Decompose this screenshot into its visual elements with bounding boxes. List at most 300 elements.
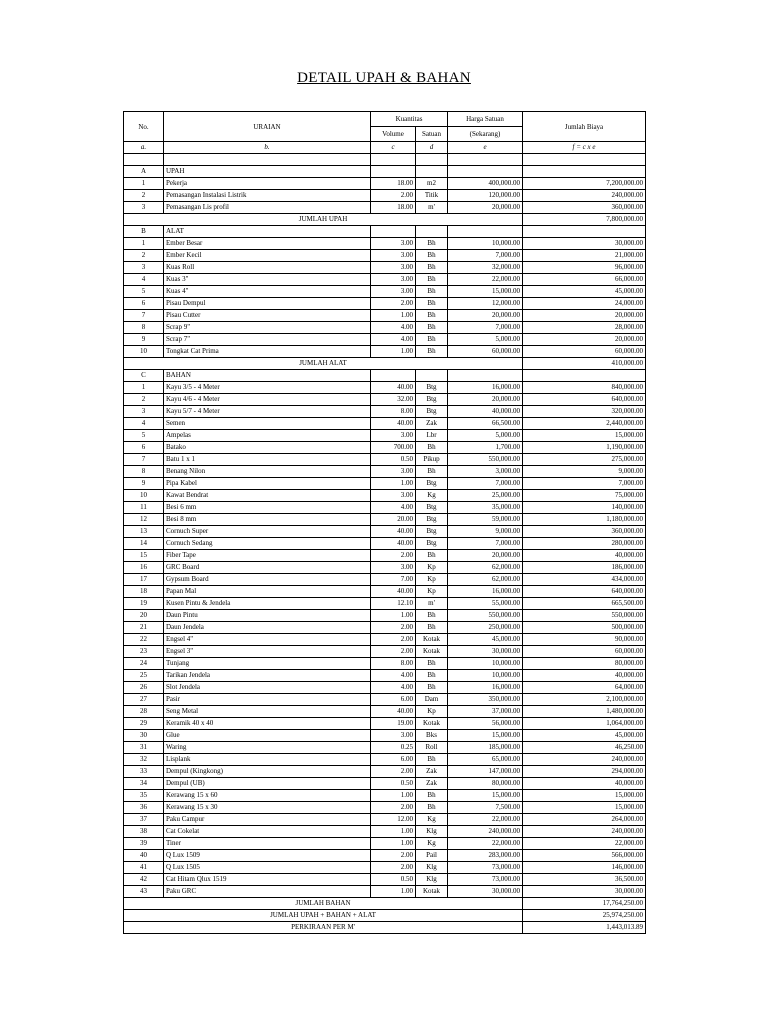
item-no: 4 bbox=[124, 274, 164, 286]
item-volume: 2.00 bbox=[371, 550, 416, 562]
table-row bbox=[124, 274, 646, 286]
item-no: 10 bbox=[124, 346, 164, 358]
item-no: 31 bbox=[124, 742, 164, 754]
table-row bbox=[124, 850, 646, 862]
item-jumlah: 15,000.00 bbox=[523, 430, 646, 442]
item-name: Keramik 40 x 40 bbox=[164, 718, 371, 730]
item-jumlah: 40,000.00 bbox=[523, 670, 646, 682]
item-name: Kuas 3" bbox=[164, 274, 371, 286]
item-jumlah: 24,000.00 bbox=[523, 298, 646, 310]
item-name: Daun Jendela bbox=[164, 622, 371, 634]
section-header-row bbox=[124, 166, 646, 178]
item-satuan: Bh bbox=[416, 274, 448, 286]
table-row bbox=[124, 814, 646, 826]
item-no: 3 bbox=[124, 262, 164, 274]
header-no: No. bbox=[124, 112, 164, 142]
item-no: 3 bbox=[124, 406, 164, 418]
item-no: 12 bbox=[124, 514, 164, 526]
item-satuan: Titik bbox=[416, 190, 448, 202]
item-no: 15 bbox=[124, 550, 164, 562]
item-name: Seng Metal bbox=[164, 706, 371, 718]
item-volume: 3.00 bbox=[371, 730, 416, 742]
item-satuan: Bh bbox=[416, 610, 448, 622]
item-jumlah: 28,000.00 bbox=[523, 322, 646, 334]
item-volume: 3.00 bbox=[371, 490, 416, 502]
item-name: Besi 8 mm bbox=[164, 514, 371, 526]
item-no: 21 bbox=[124, 622, 164, 634]
item-name: Tongkat Cat Prima bbox=[164, 346, 371, 358]
table-row bbox=[124, 634, 646, 646]
item-satuan: Bh bbox=[416, 250, 448, 262]
item-no: 1 bbox=[124, 238, 164, 250]
section-total-row bbox=[124, 214, 646, 226]
table-row bbox=[124, 430, 646, 442]
item-satuan: Pikup bbox=[416, 454, 448, 466]
item-satuan: Bh bbox=[416, 790, 448, 802]
item-no: 5 bbox=[124, 286, 164, 298]
table-row bbox=[124, 766, 646, 778]
item-no: 14 bbox=[124, 538, 164, 550]
item-harga: 550,000.00 bbox=[448, 610, 523, 622]
item-satuan: Kotak bbox=[416, 634, 448, 646]
item-harga: 22,000.00 bbox=[448, 838, 523, 850]
item-no: 8 bbox=[124, 322, 164, 334]
item-harga: 15,000.00 bbox=[448, 730, 523, 742]
item-satuan: Kp bbox=[416, 574, 448, 586]
item-jumlah: 500,000.00 bbox=[523, 622, 646, 634]
item-jumlah: 1,180,000.00 bbox=[523, 514, 646, 526]
item-name: Waring bbox=[164, 742, 371, 754]
item-volume: 40.00 bbox=[371, 418, 416, 430]
item-jumlah: 2,100,000.00 bbox=[523, 694, 646, 706]
item-volume: 2.00 bbox=[371, 298, 416, 310]
item-jumlah: 40,000.00 bbox=[523, 778, 646, 790]
item-volume: 1.00 bbox=[371, 478, 416, 490]
item-jumlah: 240,000.00 bbox=[523, 754, 646, 766]
item-harga: 9,000.00 bbox=[448, 526, 523, 538]
item-satuan: Bh bbox=[416, 622, 448, 634]
section-total-value: 17,764,250.00 bbox=[523, 898, 646, 910]
item-jumlah: 566,000.00 bbox=[523, 850, 646, 862]
item-jumlah: 21,000.00 bbox=[523, 250, 646, 262]
item-name: Fiber Tape bbox=[164, 550, 371, 562]
header-sekarang: (Sekarang) bbox=[448, 127, 523, 142]
item-jumlah: 9,000.00 bbox=[523, 466, 646, 478]
item-volume: 2.00 bbox=[371, 646, 416, 658]
item-no: 5 bbox=[124, 430, 164, 442]
item-name: Ember Besar bbox=[164, 238, 371, 250]
table-row bbox=[124, 466, 646, 478]
table-row bbox=[124, 286, 646, 298]
item-jumlah: 30,000.00 bbox=[523, 238, 646, 250]
item-no: 7 bbox=[124, 454, 164, 466]
item-harga: 20,000.00 bbox=[448, 202, 523, 214]
item-no: 2 bbox=[124, 190, 164, 202]
item-satuan: Kp bbox=[416, 586, 448, 598]
section-letter: B bbox=[124, 226, 164, 238]
table-row bbox=[124, 838, 646, 850]
item-jumlah: 7,000.00 bbox=[523, 478, 646, 490]
section-total-label: JUMLAH UPAH bbox=[124, 214, 523, 226]
item-jumlah: 45,000.00 bbox=[523, 730, 646, 742]
section-letter: C bbox=[124, 370, 164, 382]
item-jumlah: 20,000.00 bbox=[523, 334, 646, 346]
item-volume: 19.00 bbox=[371, 718, 416, 730]
spacer-row bbox=[124, 154, 646, 166]
header-kuantitas: Kuantitas bbox=[371, 112, 448, 127]
table-row bbox=[124, 862, 646, 874]
item-volume: 0.50 bbox=[371, 454, 416, 466]
item-satuan: Zak bbox=[416, 766, 448, 778]
item-jumlah: 60,000.00 bbox=[523, 646, 646, 658]
item-volume: 32.00 bbox=[371, 394, 416, 406]
item-harga: 7,000.00 bbox=[448, 538, 523, 550]
item-volume: 7.00 bbox=[371, 574, 416, 586]
item-jumlah: 640,000.00 bbox=[523, 586, 646, 598]
item-harga: 5,000.00 bbox=[448, 334, 523, 346]
item-satuan: Bh bbox=[416, 298, 448, 310]
item-harga: 20,000.00 bbox=[448, 550, 523, 562]
table-row bbox=[124, 418, 646, 430]
item-volume: 40.00 bbox=[371, 706, 416, 718]
item-harga: 240,000.00 bbox=[448, 826, 523, 838]
item-name: Ember Kecil bbox=[164, 250, 371, 262]
item-volume: 4.00 bbox=[371, 334, 416, 346]
item-satuan: Kg bbox=[416, 838, 448, 850]
item-volume: 4.00 bbox=[371, 682, 416, 694]
empty-cell bbox=[523, 226, 646, 238]
table-row bbox=[124, 886, 646, 898]
section-name: BAHAN bbox=[164, 370, 371, 382]
section-name: UPAH bbox=[164, 166, 371, 178]
per-m2-value: 1,443,013.89 bbox=[523, 922, 646, 934]
item-name: Kayu 5/7 - 4 Meter bbox=[164, 406, 371, 418]
item-no: 20 bbox=[124, 610, 164, 622]
item-harga: 10,000.00 bbox=[448, 670, 523, 682]
item-no: 11 bbox=[124, 502, 164, 514]
item-harga: 65,000.00 bbox=[448, 754, 523, 766]
item-satuan: Kg bbox=[416, 490, 448, 502]
item-jumlah: 2,440,000.00 bbox=[523, 418, 646, 430]
item-satuan: m' bbox=[416, 598, 448, 610]
empty-cell bbox=[371, 226, 416, 238]
section-header-row bbox=[124, 226, 646, 238]
item-harga: 120,000.00 bbox=[448, 190, 523, 202]
item-satuan: Kp bbox=[416, 562, 448, 574]
item-volume: 1.00 bbox=[371, 610, 416, 622]
item-name: Paku GRC bbox=[164, 886, 371, 898]
table-row bbox=[124, 550, 646, 562]
item-volume: 4.00 bbox=[371, 502, 416, 514]
item-harga: 60,000.00 bbox=[448, 346, 523, 358]
item-jumlah: 64,000.00 bbox=[523, 682, 646, 694]
item-satuan: Pail bbox=[416, 850, 448, 862]
item-name: Pisau Dempul bbox=[164, 298, 371, 310]
item-no: 17 bbox=[124, 574, 164, 586]
item-volume: 2.00 bbox=[371, 862, 416, 874]
item-harga: 10,000.00 bbox=[448, 658, 523, 670]
item-satuan: Kotak bbox=[416, 886, 448, 898]
item-jumlah: 146,000.00 bbox=[523, 862, 646, 874]
item-volume: 12.00 bbox=[371, 814, 416, 826]
item-jumlah: 320,000.00 bbox=[523, 406, 646, 418]
item-volume: 2.00 bbox=[371, 190, 416, 202]
table-row bbox=[124, 874, 646, 886]
item-no: 43 bbox=[124, 886, 164, 898]
item-jumlah: 294,000.00 bbox=[523, 766, 646, 778]
item-satuan: Bh bbox=[416, 550, 448, 562]
document-title-text: DETAIL UPAH & BAHAN bbox=[297, 70, 471, 86]
item-volume: 20.00 bbox=[371, 514, 416, 526]
item-no: 26 bbox=[124, 682, 164, 694]
item-satuan: Bh bbox=[416, 754, 448, 766]
item-no: 8 bbox=[124, 466, 164, 478]
item-volume: 40.00 bbox=[371, 586, 416, 598]
empty-cell bbox=[416, 166, 448, 178]
item-name: Slot Jendela bbox=[164, 682, 371, 694]
item-harga: 20,000.00 bbox=[448, 310, 523, 322]
item-satuan: m2 bbox=[416, 178, 448, 190]
item-satuan: Kotak bbox=[416, 718, 448, 730]
item-no: 2 bbox=[124, 394, 164, 406]
item-jumlah: 15,000.00 bbox=[523, 802, 646, 814]
item-jumlah: 1,480,000.00 bbox=[523, 706, 646, 718]
item-name: Lisplank bbox=[164, 754, 371, 766]
table-row bbox=[124, 790, 646, 802]
table-row bbox=[124, 262, 646, 274]
item-volume: 700.00 bbox=[371, 442, 416, 454]
item-volume: 1.00 bbox=[371, 838, 416, 850]
item-harga: 10,000.00 bbox=[448, 238, 523, 250]
grand-total-value: 25,974,250.00 bbox=[523, 910, 646, 922]
empty-cell bbox=[523, 370, 646, 382]
cost-table bbox=[123, 111, 646, 934]
item-no: 1 bbox=[124, 382, 164, 394]
item-name: Pasir bbox=[164, 694, 371, 706]
item-harga: 550,000.00 bbox=[448, 454, 523, 466]
item-volume: 3.00 bbox=[371, 238, 416, 250]
table-row bbox=[124, 190, 646, 202]
header-uraian: URAIAN bbox=[164, 112, 371, 142]
item-satuan: Klg bbox=[416, 874, 448, 886]
item-volume: 3.00 bbox=[371, 286, 416, 298]
item-satuan: Lbr bbox=[416, 430, 448, 442]
table-row bbox=[124, 346, 646, 358]
item-jumlah: 36,500.00 bbox=[523, 874, 646, 886]
section-total-value: 7,800,000.00 bbox=[523, 214, 646, 226]
item-volume: 1.00 bbox=[371, 310, 416, 322]
grand-total-row bbox=[124, 910, 646, 922]
item-name: Kawat Bendrat bbox=[164, 490, 371, 502]
item-harga: 56,000.00 bbox=[448, 718, 523, 730]
item-harga: 59,000.00 bbox=[448, 514, 523, 526]
item-harga: 350,000.00 bbox=[448, 694, 523, 706]
item-volume: 2.00 bbox=[371, 622, 416, 634]
table-row bbox=[124, 742, 646, 754]
item-name: Kuas 4" bbox=[164, 286, 371, 298]
header-satuan: Satuan bbox=[416, 127, 448, 142]
item-jumlah: 60,000.00 bbox=[523, 346, 646, 358]
item-volume: 3.00 bbox=[371, 430, 416, 442]
item-no: 9 bbox=[124, 478, 164, 490]
item-harga: 16,000.00 bbox=[448, 382, 523, 394]
item-harga: 55,000.00 bbox=[448, 598, 523, 610]
item-no: 13 bbox=[124, 526, 164, 538]
table-row bbox=[124, 694, 646, 706]
item-name: Daun Pintu bbox=[164, 610, 371, 622]
table-row bbox=[124, 298, 646, 310]
item-harga: 147,000.00 bbox=[448, 766, 523, 778]
empty-cell bbox=[371, 166, 416, 178]
item-satuan: Bh bbox=[416, 466, 448, 478]
item-jumlah: 45,000.00 bbox=[523, 286, 646, 298]
item-name: Q Lux 1505 bbox=[164, 862, 371, 874]
table-row bbox=[124, 646, 646, 658]
item-jumlah: 360,000.00 bbox=[523, 526, 646, 538]
header-harga-satuan: Harga Satuan bbox=[448, 112, 523, 127]
item-jumlah: 240,000.00 bbox=[523, 190, 646, 202]
item-harga: 12,000.00 bbox=[448, 298, 523, 310]
item-volume: 3.00 bbox=[371, 262, 416, 274]
item-satuan: Btg bbox=[416, 538, 448, 550]
item-harga: 7,500.00 bbox=[448, 802, 523, 814]
item-harga: 22,000.00 bbox=[448, 274, 523, 286]
item-satuan: Bks bbox=[416, 730, 448, 742]
table-row bbox=[124, 478, 646, 490]
item-harga: 1,700.00 bbox=[448, 442, 523, 454]
item-volume: 1.00 bbox=[371, 790, 416, 802]
table-row bbox=[124, 454, 646, 466]
item-no: 6 bbox=[124, 442, 164, 454]
item-jumlah: 66,000.00 bbox=[523, 274, 646, 286]
item-harga: 15,000.00 bbox=[448, 286, 523, 298]
item-no: 1 bbox=[124, 178, 164, 190]
header-col-e: e bbox=[448, 142, 523, 154]
item-jumlah: 46,250.00 bbox=[523, 742, 646, 754]
empty-cell bbox=[523, 166, 646, 178]
item-volume: 18.00 bbox=[371, 178, 416, 190]
item-harga: 20,000.00 bbox=[448, 394, 523, 406]
empty-cell bbox=[448, 370, 523, 382]
item-no: 42 bbox=[124, 874, 164, 886]
item-satuan: Btg bbox=[416, 382, 448, 394]
item-satuan: m' bbox=[416, 202, 448, 214]
item-name: Kuas Roll bbox=[164, 262, 371, 274]
item-volume: 2.00 bbox=[371, 802, 416, 814]
item-name: Besi 6 mm bbox=[164, 502, 371, 514]
per-m2-label: PERKIRAAN PER M' bbox=[124, 922, 523, 934]
table-row bbox=[124, 322, 646, 334]
table-row bbox=[124, 442, 646, 454]
item-volume: 8.00 bbox=[371, 658, 416, 670]
item-satuan: Klg bbox=[416, 862, 448, 874]
item-volume: 3.00 bbox=[371, 562, 416, 574]
item-volume: 3.00 bbox=[371, 250, 416, 262]
table-row bbox=[124, 598, 646, 610]
item-no: 7 bbox=[124, 310, 164, 322]
item-harga: 250,000.00 bbox=[448, 622, 523, 634]
item-name: Pekerja bbox=[164, 178, 371, 190]
item-name: Cat Hitam Qlux 1519 bbox=[164, 874, 371, 886]
table-row bbox=[124, 178, 646, 190]
item-satuan: Btg bbox=[416, 406, 448, 418]
item-harga: 73,000.00 bbox=[448, 862, 523, 874]
item-volume: 12.10 bbox=[371, 598, 416, 610]
empty-cell bbox=[371, 370, 416, 382]
header-col-a: a. bbox=[124, 142, 164, 154]
table-row bbox=[124, 514, 646, 526]
item-harga: 3,000.00 bbox=[448, 466, 523, 478]
table-row bbox=[124, 502, 646, 514]
empty-cell bbox=[416, 370, 448, 382]
item-harga: 400,000.00 bbox=[448, 178, 523, 190]
item-harga: 7,000.00 bbox=[448, 250, 523, 262]
item-name: Tiner bbox=[164, 838, 371, 850]
table-body bbox=[124, 166, 646, 934]
table-row bbox=[124, 718, 646, 730]
item-satuan: Roll bbox=[416, 742, 448, 754]
table-row bbox=[124, 406, 646, 418]
item-name: Scrap 7" bbox=[164, 334, 371, 346]
item-volume: 6.00 bbox=[371, 694, 416, 706]
item-harga: 185,000.00 bbox=[448, 742, 523, 754]
item-name: Kerawang 15 x 60 bbox=[164, 790, 371, 802]
item-no: 23 bbox=[124, 646, 164, 658]
item-satuan: Bh bbox=[416, 442, 448, 454]
item-name: Cornuch Sedang bbox=[164, 538, 371, 550]
section-total-label: JUMLAH ALAT bbox=[124, 358, 523, 370]
table-row bbox=[124, 574, 646, 586]
item-name: Glue bbox=[164, 730, 371, 742]
item-satuan: Zak bbox=[416, 778, 448, 790]
table-row bbox=[124, 538, 646, 550]
item-jumlah: 75,000.00 bbox=[523, 490, 646, 502]
table-row bbox=[124, 562, 646, 574]
item-jumlah: 280,000.00 bbox=[523, 538, 646, 550]
item-volume: 0.25 bbox=[371, 742, 416, 754]
item-satuan: Bh bbox=[416, 682, 448, 694]
item-no: 29 bbox=[124, 718, 164, 730]
item-no: 3 bbox=[124, 202, 164, 214]
item-no: 2 bbox=[124, 250, 164, 262]
item-volume: 8.00 bbox=[371, 406, 416, 418]
item-no: 6 bbox=[124, 298, 164, 310]
item-no: 35 bbox=[124, 790, 164, 802]
header-jumlah-biaya: Jumlah Biaya bbox=[523, 112, 646, 142]
item-jumlah: 90,000.00 bbox=[523, 634, 646, 646]
item-harga: 15,000.00 bbox=[448, 790, 523, 802]
table-row bbox=[124, 586, 646, 598]
item-no: 22 bbox=[124, 634, 164, 646]
item-satuan: Bh bbox=[416, 238, 448, 250]
item-no: 39 bbox=[124, 838, 164, 850]
item-volume: 2.00 bbox=[371, 766, 416, 778]
table-row bbox=[124, 754, 646, 766]
header-volume: Volume bbox=[371, 127, 416, 142]
grand-total-label: JUMLAH UPAH + BAHAN + ALAT bbox=[124, 910, 523, 922]
header-col-c: c bbox=[371, 142, 416, 154]
item-volume: 2.00 bbox=[371, 850, 416, 862]
item-harga: 35,000.00 bbox=[448, 502, 523, 514]
item-satuan: Bh bbox=[416, 310, 448, 322]
item-no: 24 bbox=[124, 658, 164, 670]
item-name: Benang Nilon bbox=[164, 466, 371, 478]
item-harga: 73,000.00 bbox=[448, 874, 523, 886]
item-harga: 16,000.00 bbox=[448, 586, 523, 598]
item-name: Pemasangan Instalasi Listrik bbox=[164, 190, 371, 202]
item-satuan: Bh bbox=[416, 334, 448, 346]
item-jumlah: 186,000.00 bbox=[523, 562, 646, 574]
